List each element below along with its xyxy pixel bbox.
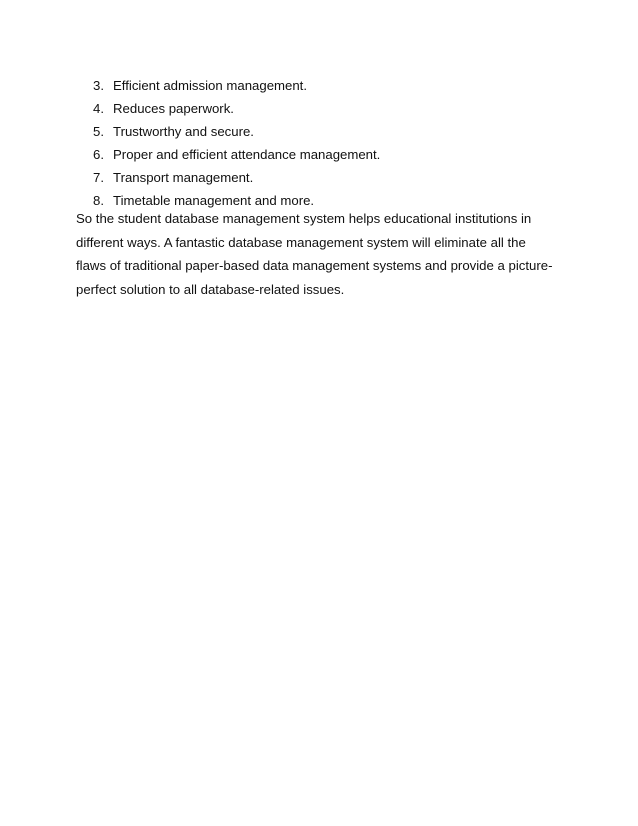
list-item-text: Trustworthy and secure. bbox=[113, 124, 254, 139]
paragraph-line: different ways. A fantastic database management system will eliminate all the bbox=[76, 234, 526, 250]
list-item bbox=[93, 120, 380, 143]
list-item-number: 3. bbox=[93, 78, 104, 93]
numbered-list bbox=[93, 74, 380, 212]
list-item bbox=[93, 97, 380, 120]
list-item-text: Efficient admission management. bbox=[113, 78, 308, 93]
list-item bbox=[93, 74, 380, 97]
list-item-text: Transport management. bbox=[113, 170, 254, 185]
list-item-number: 4. bbox=[93, 101, 104, 116]
list-item bbox=[93, 166, 380, 189]
list-item-number: 8. bbox=[93, 193, 104, 208]
list-item-number: 6. bbox=[93, 147, 104, 162]
paragraph-line: flaws of traditional paper-based data management systems and provide a picture- bbox=[76, 258, 553, 273]
paragraph-line: So the student database management system helps educational institutions in bbox=[76, 211, 532, 226]
list-item bbox=[93, 143, 380, 166]
list-item-text: Timetable management and more. bbox=[113, 193, 315, 208]
list-item-text: Reduces paperwork. bbox=[113, 101, 234, 116]
list-item-number: 5. bbox=[93, 124, 104, 139]
body-paragraph bbox=[76, 207, 566, 301]
list-item-text: Proper and efficient attendance management. bbox=[113, 147, 381, 162]
paragraph-line: perfect solution to all database-related issues. bbox=[76, 281, 345, 297]
list-item-number: 7. bbox=[93, 170, 104, 185]
